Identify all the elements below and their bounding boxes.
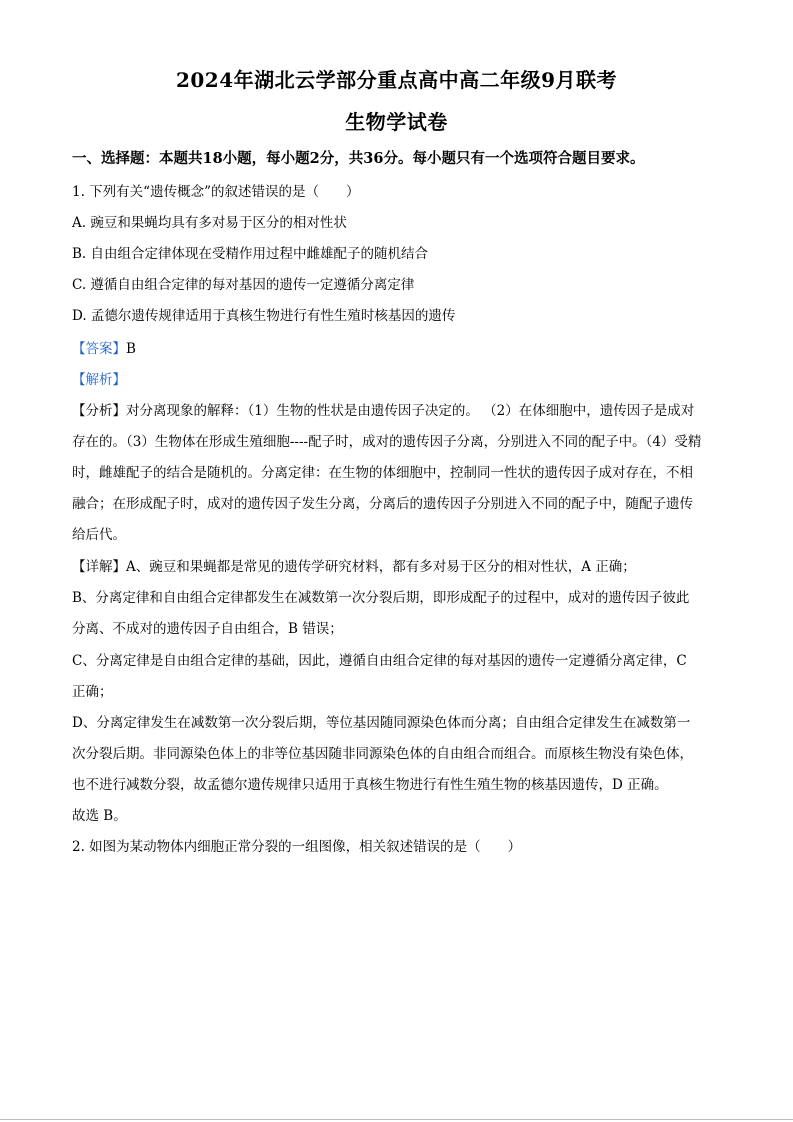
xiangjie-text: A、豌豆和果蝇都是常见的遗传学研究材料，都有多对易于区分的相对性状，A 正确； [126,559,636,575]
q1-option-d: D. 孟德尔遗传规律适用于真核生物进行有性生殖时核基因的遗传 [72,308,456,324]
q1-analysis-heading [72,371,732,389]
xiangjie-line-6: D、分离定律发生在减数第一次分裂后期，等位基因随同源染色体而分离；自由组合定律发生在减数第一 [72,715,691,731]
q1-option-c: C. 遵循自由组合定律的每对基因的遗传一定遵循分离定律 [72,277,415,293]
q1-option-a: A. 豌豆和果蝇均具有多对易于区分的相对性状 [72,215,347,231]
xiangjie-tag: 【详解】 [72,559,126,575]
xiangjie-line-9: 故选 B。 [72,808,127,824]
page-bottom-rule [0,1119,793,1120]
exam-subtitle: 生物学试卷 [345,110,448,134]
xiangjie-line-7: 次分裂后期。非同源染色体上的非等位基因随非同源染色体的自由组合而组合。而原核生物没有染色体， [72,746,693,762]
q1-option-b: B. 自由组合定律体现在受精作用过程中雌雄配子的随机结合 [72,246,429,262]
analysis-tag: 【解析】 [72,372,126,388]
xiangjie-line-5: 正确； [72,684,113,700]
section-header: 一、选择题：本题共18小题，每小题2分，共36分。每小题只有一个选项符合题目要求。 [72,150,645,167]
q2-stem: 2. 如图为某动物体内细胞正常分裂的一组图像，相关叙述错误的是（ ） [72,839,522,855]
xiangjie-line-2: B、分离定律和自由组合定律都发生在减数第一次分裂后期，即形成配子的过程中，成对的遗传因子彼此 [72,590,690,606]
fenxi-text: 对分离现象的解释：（1）生物的性状是由遗传因子决定的。 （2）在体细胞中，遗传因子是成对 [126,403,695,419]
xiangjie-line-8: 也不进行减数分裂，故孟德尔遗传规律只适用于真核生物进行有性生殖生物的核基因遗传，D 正确。 [72,777,668,793]
exam-title: 2024年湖北云学部分重点高中高二年级9月联考 [175,68,618,92]
fenxi-tag: 【分析】 [72,403,126,419]
xiangjie-line-1 [72,558,732,576]
fenxi-line-3: 时，雌雄配子的结合是随机的。分离定律：在生物的体细胞中，控制同一性状的遗传因子成对存在，不相 [72,465,693,481]
answer-tag: 【答案】 [72,341,126,357]
answer-value: B [126,341,136,357]
q1-stem: 1. 下列有关“遗传概念”的叙述错误的是（ ） [72,184,360,200]
fenxi-line-1 [72,402,732,420]
xiangjie-line-4: C、分离定律是自由组合定律的基础，因此，遵循自由组合定律的每对基因的遗传一定遵循分离定律，C [72,653,687,669]
xiangjie-line-3: 分离、不成对的遗传因子自由组合，B 错误； [72,621,343,637]
fenxi-line-4: 融合；在形成配子时，成对的遗传因子发生分离，分离后的遗传因子分别进入不同的配子中，随配子遗传 [72,496,693,512]
fenxi-line-2: 存在的。（3）生物体在形成生殖细胞----配子时，成对的遗传因子分离，分别进入不同的配子中。（4）受精 [72,434,702,450]
fenxi-line-5: 给后代。 [72,527,126,543]
q1-answer [72,340,732,358]
